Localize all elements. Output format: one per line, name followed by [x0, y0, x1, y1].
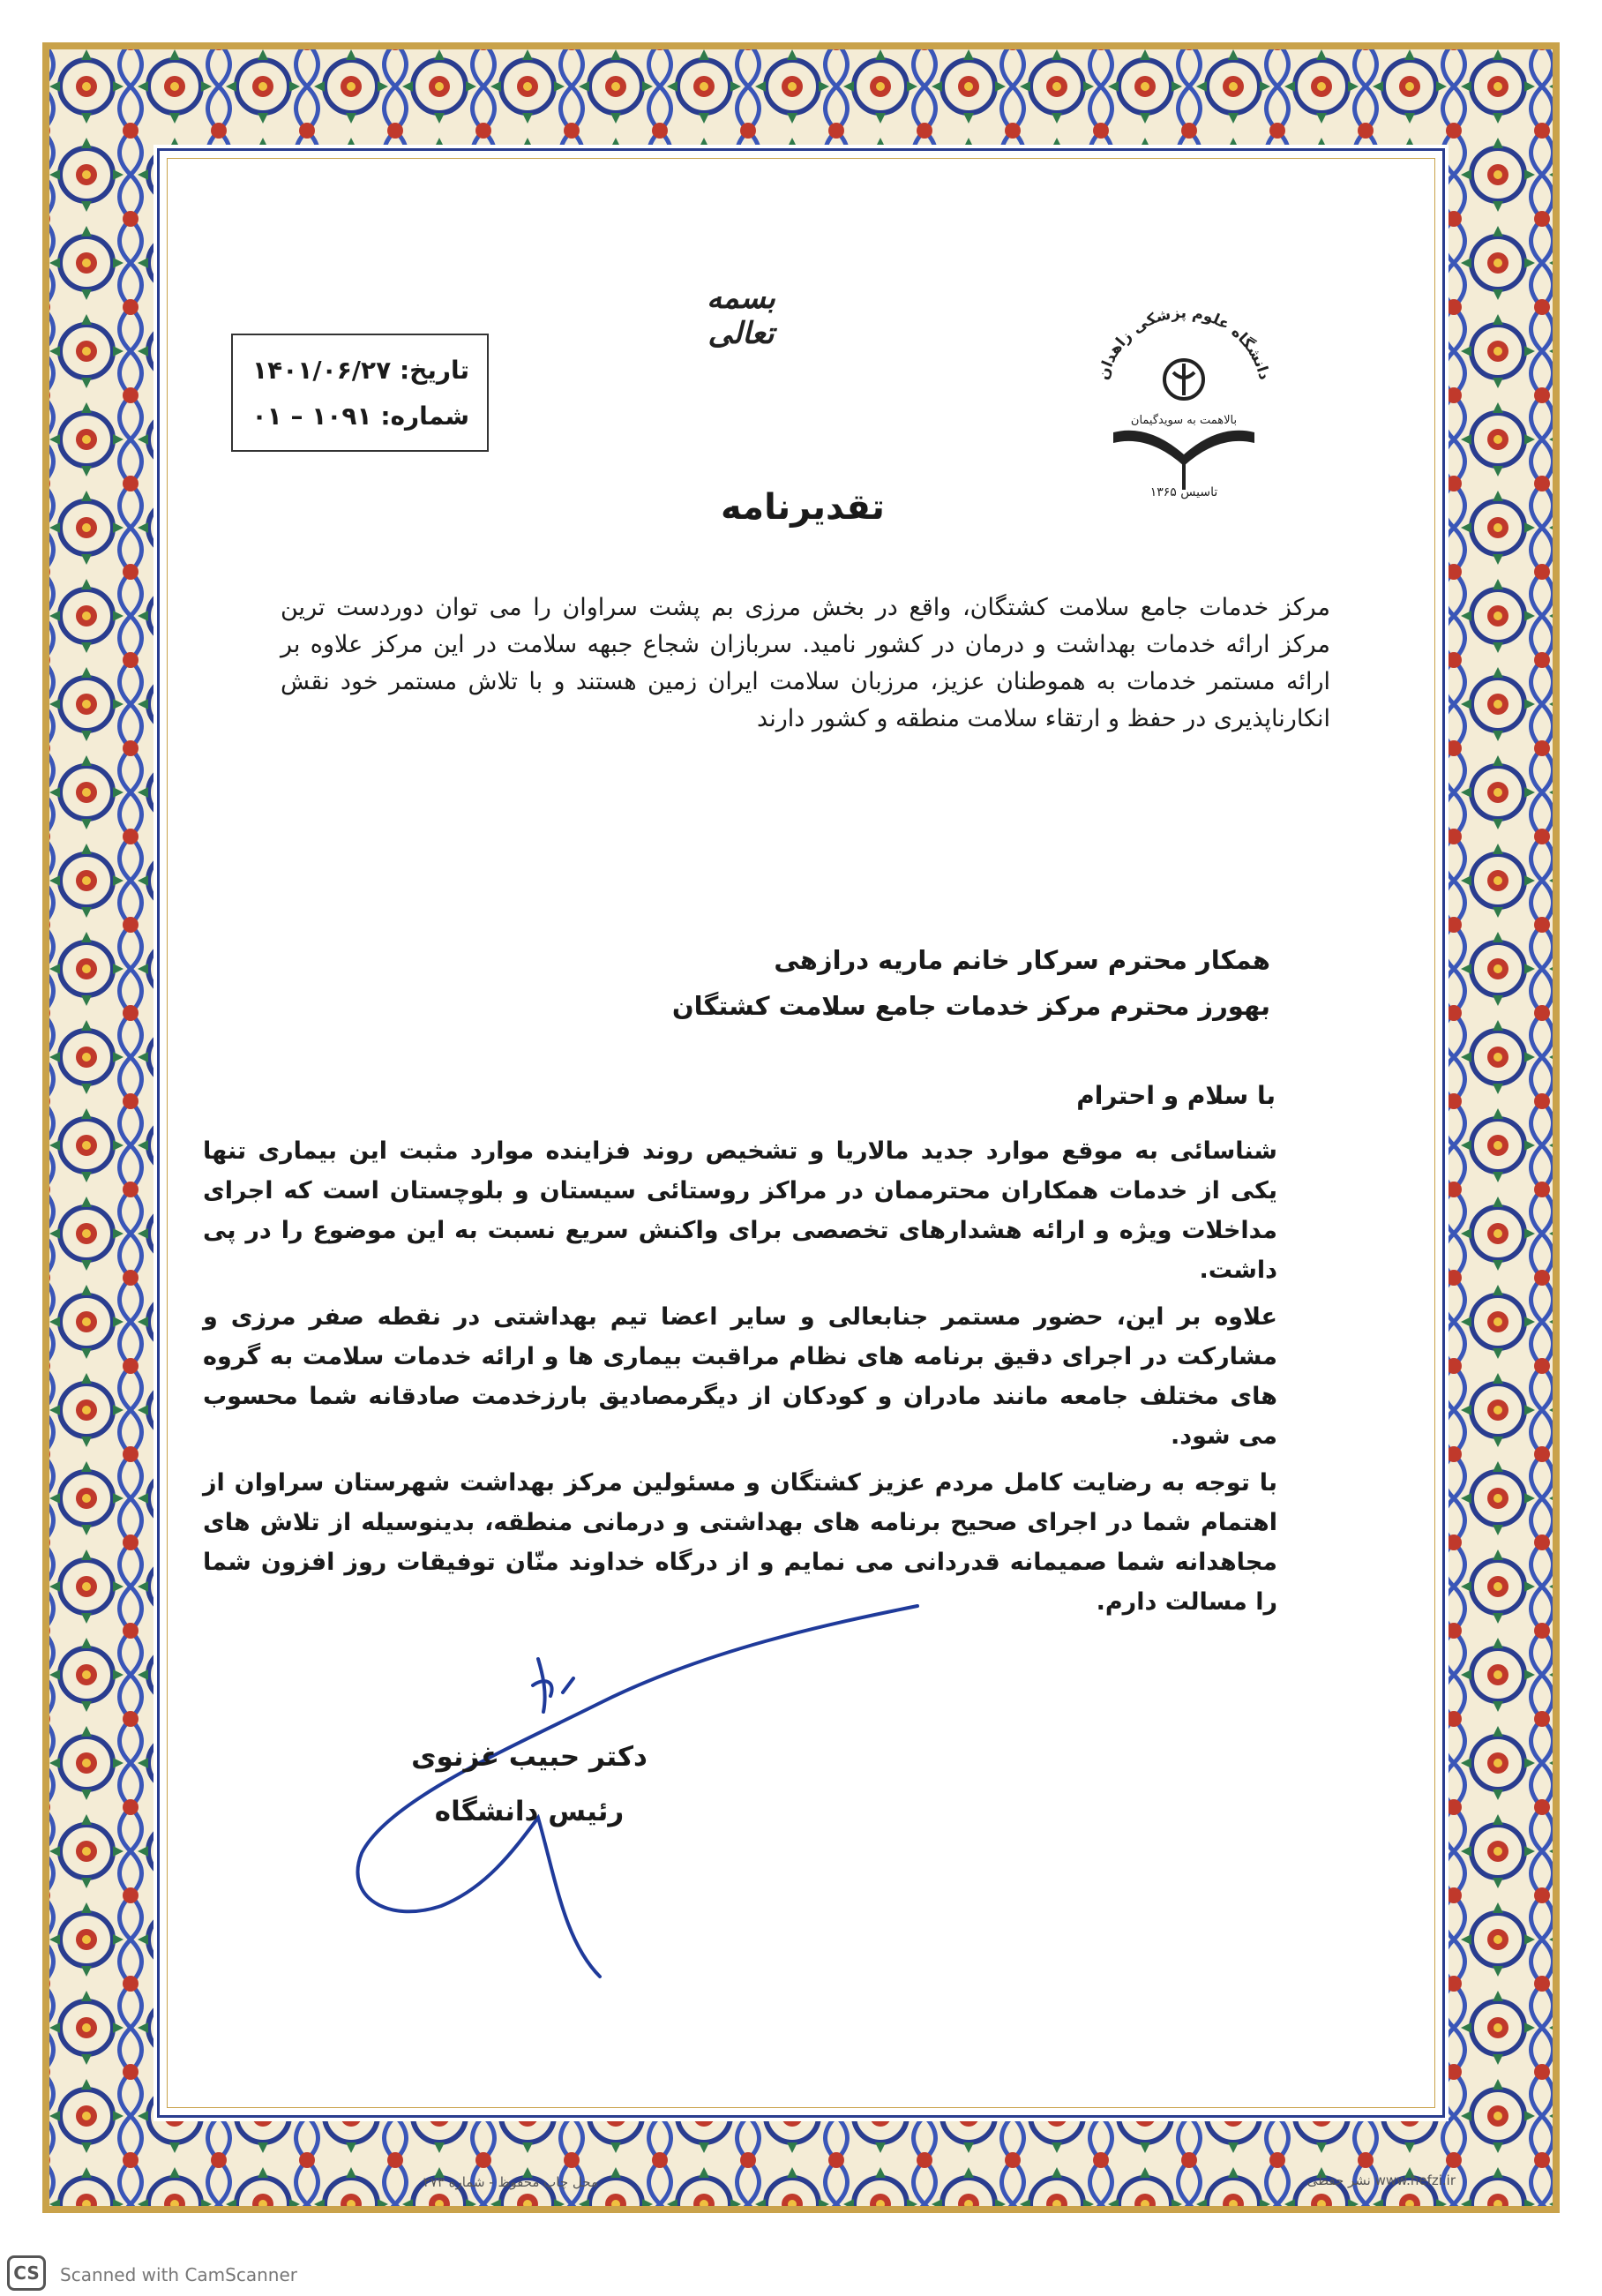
document-title: تقدیرنامه: [721, 487, 885, 528]
date-row: [245, 348, 469, 394]
camscanner-icon: CS: [7, 2255, 46, 2291]
logo-university-name: دانشگاه علوم پزشکی زاهدان: [1094, 304, 1274, 382]
date-value: ۱۴۰۱/۰۶/۲۷: [252, 356, 392, 385]
logo-motto: بالاهمت به سویدگیمان: [1130, 414, 1238, 427]
bismillah-heading: بسمه تعالی: [707, 281, 775, 351]
university-emblem-icon: [1087, 291, 1281, 503]
scanner-watermark-text: Scanned with CamScanner: [60, 2264, 297, 2285]
signatory-block: [388, 1730, 670, 1839]
date-label: تاریخ:: [399, 356, 469, 385]
body-paragraph-1: شناسائی به موقع موارد جدید مالاریا و تشخیص روند فزاینده موارد مثبت این بیماری تنها یکی از خدمات همکاران محترممان در مراکز روستائی سیستان و بلوچستان است که اجرای مداخلات ویژه و ارائه هشدارهای تخصصی برای واکنش سریع نسبت به این موضوع را در پی داشت.: [203, 1137, 1277, 1284]
number-row: [245, 394, 469, 439]
addressee-line-2: بهورز محترم مرکز خدمات جامع سلامت کشتگان: [671, 991, 1270, 1021]
body-text: [203, 1131, 1277, 1629]
logo-founded: تاسیس ۱۳۶۵: [1149, 485, 1218, 499]
footer-publisher: www.hefzi.ir نشر حفظی: [1306, 2172, 1456, 2188]
number-label: شماره:: [380, 401, 469, 431]
intro-paragraph: مرکز خدمات جامع سلامت کشتگان، واقع در بخش مرزی بم پشت سراوان را می توان دوردست ترین مرکز ارائه خدمات بهداشت و درمان در کشور نامید. سربازان شجاع جبهه سلامت در این مرکز علاوه بر ارائه مستمر خدمات به هموطنان عزیز، مرزبان سلامت ایران زمین هستند و با تلاش مستمر خود نقش انکارناپذیری در حفظ و ارتقاء سلامت منطقه و کشور دارند: [281, 594, 1330, 732]
reference-box: [231, 334, 489, 452]
signatory-name: دکتر حبیب غزنوی: [411, 1741, 648, 1773]
number-value: ۱۰۹۱ – ۰۱: [251, 401, 372, 431]
addressee-line-1: همکار محترم سرکار خانم ماریه درازهی: [774, 945, 1270, 975]
university-logo: [1087, 291, 1281, 503]
greeting: با سلام و احترام: [1076, 1081, 1276, 1110]
body-paragraph-2: علاوه بر این، حضور مستمر جنابعالی و سایر اعضا تیم بهداشتی در نقطه صفر مرزی و مشارکت در اجرای دقیق برنامه های نظام مراقبت بیماری ها و ارائه خدمات سلامت به گروه های مختلف جامعه مانند مادران و کودکان از دیگرمصادیق بارزخدمت صادقانه شما محسوب می شود.: [203, 1303, 1277, 1450]
signatory-position: رئیس دانشگاه: [434, 1796, 625, 1827]
addressee-block: [618, 937, 1270, 1029]
footer-print-note: محل چاپ محفوظ - شماره ۲۷۳: [423, 2174, 598, 2190]
body-paragraph-3: با توجه به رضایت کامل مردم عزیز کشتگان و مسئولین مرکز بهداشت شهرستان سراوان از اهتمام شما در اجرای صحیح برنامه های بهداشتی و درمانی منطقه، بدینوسیله از تلاش های مجاهدانه شما صمیمانه قدردانی می نمایم و از درگاه خداوند منّان توفیقات روز افزون شما را مسالت دارم.: [203, 1469, 1277, 1616]
